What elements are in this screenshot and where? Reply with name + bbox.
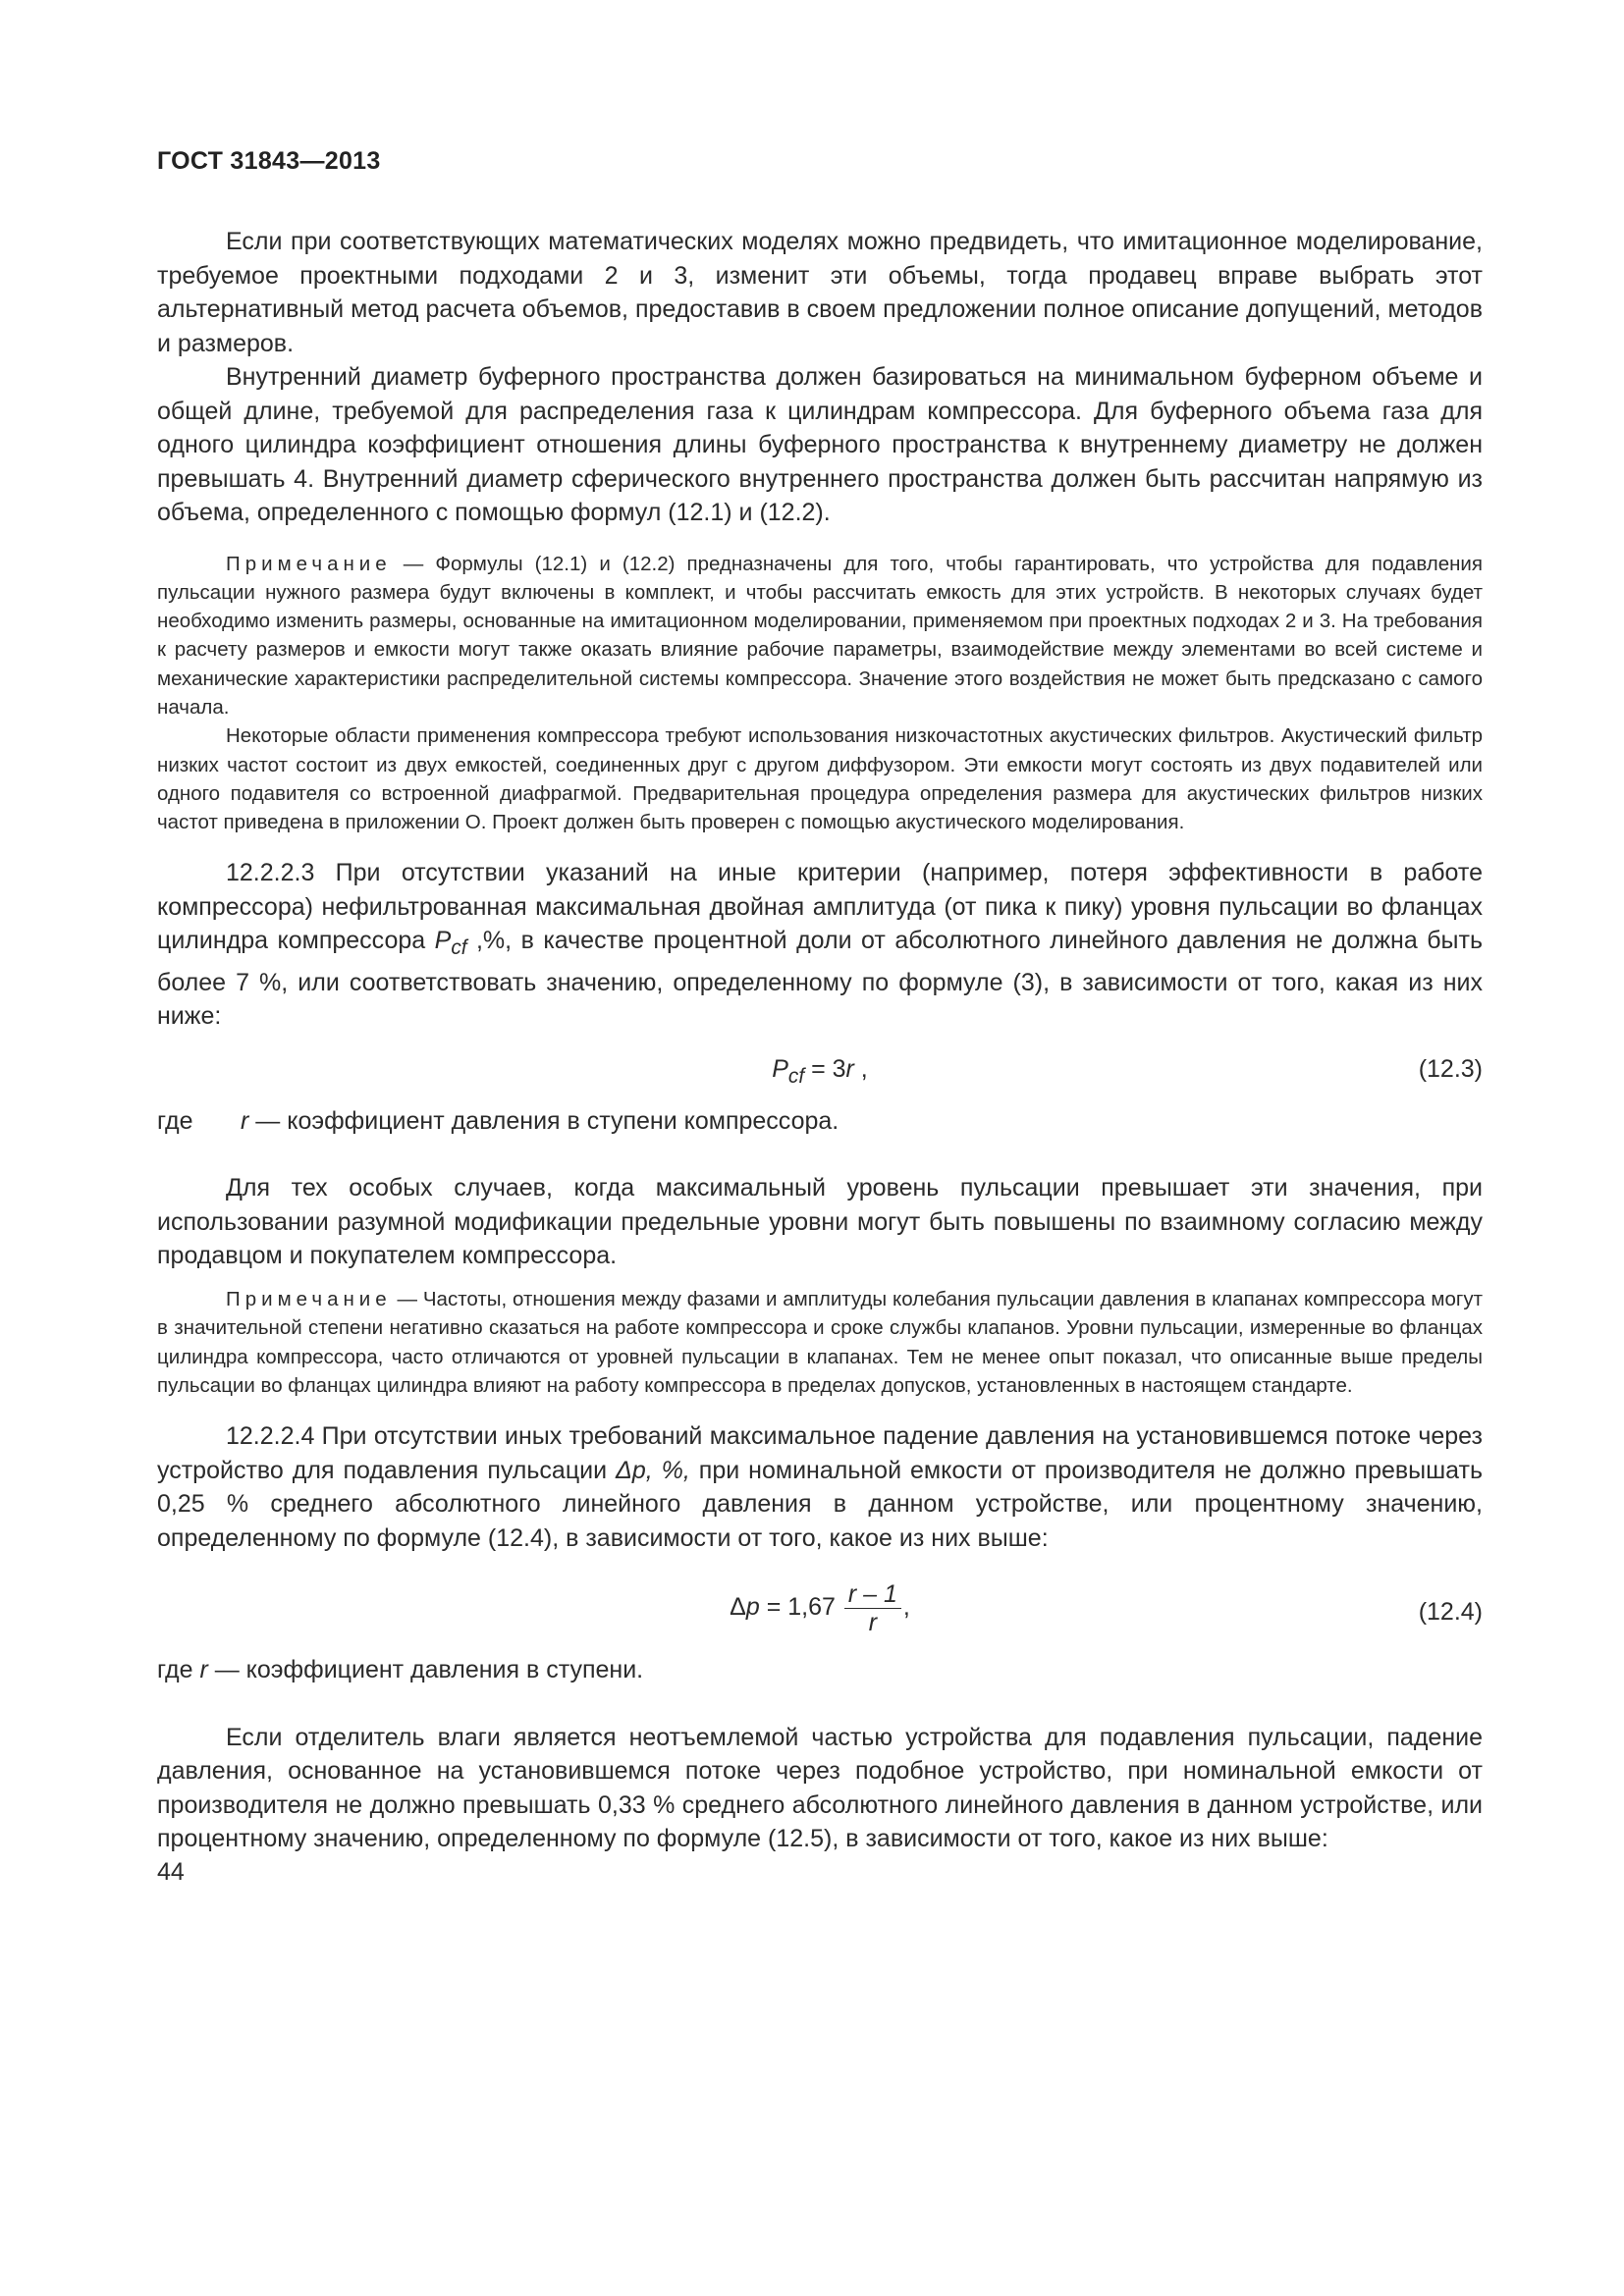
formula-12-4 bbox=[157, 1575, 1483, 1653]
paragraph-12-2-2-3: 12.2.2.3 При отсутствии указаний на иные критерии (например, потеря эффективности в работе компрессора) нефильтрованная максимальная двойная амплитуда (от пика к пику) уровня пульсации во фланцах цилиндра компрессора $P_{cf}$ ,%, в качестве процентной доли от абсолютного линейного давления не должна быть более 7 %, или соответствовать значению, определенному по формуле (3), в зависимости от того, какая из них ниже: bbox=[157, 859, 1483, 1031]
pcf-symbol: $P_{cf}$ bbox=[434, 927, 467, 960]
document-page bbox=[157, 147, 1483, 1887]
fraction: $\frac{r - 1}{r}$ bbox=[844, 1580, 901, 1636]
paragraph-special-cases: Для тех особых случаев, когда максимальный уровень пульсации превышает эти значения, при использовании разумной модификации предельные уровни могут быть повышены по взаимному согласию между продавцом и покупателем компрессора. bbox=[157, 1174, 1483, 1270]
paragraph-buffer-diameter: Внутренний диаметр буферного пространства должен базироваться на минимальном буферном объеме и общей длине, требуемой для распределения газа к цилиндрам компрессора. Для буферного объема газа для одного цилиндра коэффициент отношения длины буферного пространства к внутреннему диаметру не должен превышать 4. Внутренний диаметр сферического внутреннего пространства должен быть рассчитан напрямую из объема, определенного с помощью формул (12.1) и (12.2). bbox=[157, 363, 1483, 526]
note-label: Примечание bbox=[226, 552, 392, 575]
note-acoustic-filters: Некоторые области применения компрессора требуют использования низкочастотных акустических фильтров. Акустический фильтр низких частот состоит из двух емкостей, соединенных друг с другом диффузором. Эти емкости могут состоять из двух подавителей или одного подавителя со встроенной диафрагмой. Предварительная процедура определения размера для акустических фильтров низких частот приведена в приложении О. Проект должен быть проверен с помощью акустического моделирования. bbox=[157, 724, 1483, 834]
formula-12-3-number: (12.3) bbox=[1418, 1054, 1483, 1083]
note-formulas bbox=[157, 550, 1483, 722]
paragraph-12-2-2-4: 12.2.2.4 При отсутствии иных требований максимальное падение давления на установившемся потоке через устройство для подавления пульсации Δp, %, при номинальной емкости от производителя не должно превышать 0,25 % среднего абсолютного линейного давления в данном устройстве, или процентному значению, определенному по формуле (12.4), в зависимости от того, какое из них выше: bbox=[157, 1422, 1484, 1552]
note-frequencies: Примечание — Частоты, отношения между фазами и амплитуды колебания пульсации давления в клапанах компрессора могут в значительной степени негативно сказаться на работе компрессора и сроке службы клапанов. Уровни пульсации, измеренные во фланцах цилиндра компрессора, часто отличаются от уровней пульсации в клапанах. Тем не менее опыт показал, что описанные выше пределы пульсации во фланцах цилиндра влияют на работу компрессора в пределах допусков, установленных в настоящем стандарте. bbox=[157, 1287, 1483, 1397]
note-text: — Формулы (12.1) и (12.2) предназначены для того, чтобы гарантировать, что устройства для подавления пульсации нужного размера будут включены в комплект, и чтобы рассчитать емкость для этих устройств. В некоторых случаях будет необходимо изменить размеры, основанные на имитационном моделировании, применяемом при проектных подходах 2 и 3. На требования к расчету размеров и емкости могут также оказать влияние рабочие параметры, взаимодействие между элементами во всей системе и механические характеристики распределительной системы компрессора. Значение этого воздействия не может быть предсказано с самого начала. bbox=[157, 552, 1483, 719]
formula-12-3 bbox=[157, 1045, 1483, 1104]
where-r-stage: где r — коэффициент давления в ступени. bbox=[157, 1656, 644, 1684]
delta-p-symbol: Δp, %, bbox=[616, 1456, 690, 1484]
paragraph-moisture-separator: Если отделитель влаги является неотъемлемой частью устройства для подавления пульсации, падение давления, основанное на установившемся потоке через подобное устройство, при номинальной емкости от производителя не должно превышать 0,33 % среднего абсолютного линейного давления в данном устройстве, или процентному значению, определенному по формуле (12.5), в зависимости от того, какое из них выше: bbox=[157, 1723, 1483, 1853]
paragraph-simulation: Если при соответствующих математических моделях можно предвидеть, что имитационное моделирование, требуемое проектными подходами 2 и 3, изменит эти объемы, тогда продавец вправе выбрать этот альтернативный метод расчета объемов, предоставив в своем предложении полное описание допущений, методов и размеров. bbox=[157, 228, 1483, 357]
where-r-compressor: где r — коэффициент давления в ступени компрессора. bbox=[157, 1106, 839, 1135]
formula-12-3-expression: $P_{cf} = 3r$ , bbox=[772, 1054, 868, 1088]
standard-header: ГОСТ 31843—2013 bbox=[157, 147, 381, 175]
page-number: 44 bbox=[157, 1857, 185, 1886]
formula-12-4-expression: Δp = 1,67 $\frac{r - 1}{r}$ , bbox=[730, 1580, 910, 1637]
formula-12-4-number: (12.4) bbox=[1418, 1598, 1483, 1627]
note-label: Примечание bbox=[226, 1287, 392, 1310]
